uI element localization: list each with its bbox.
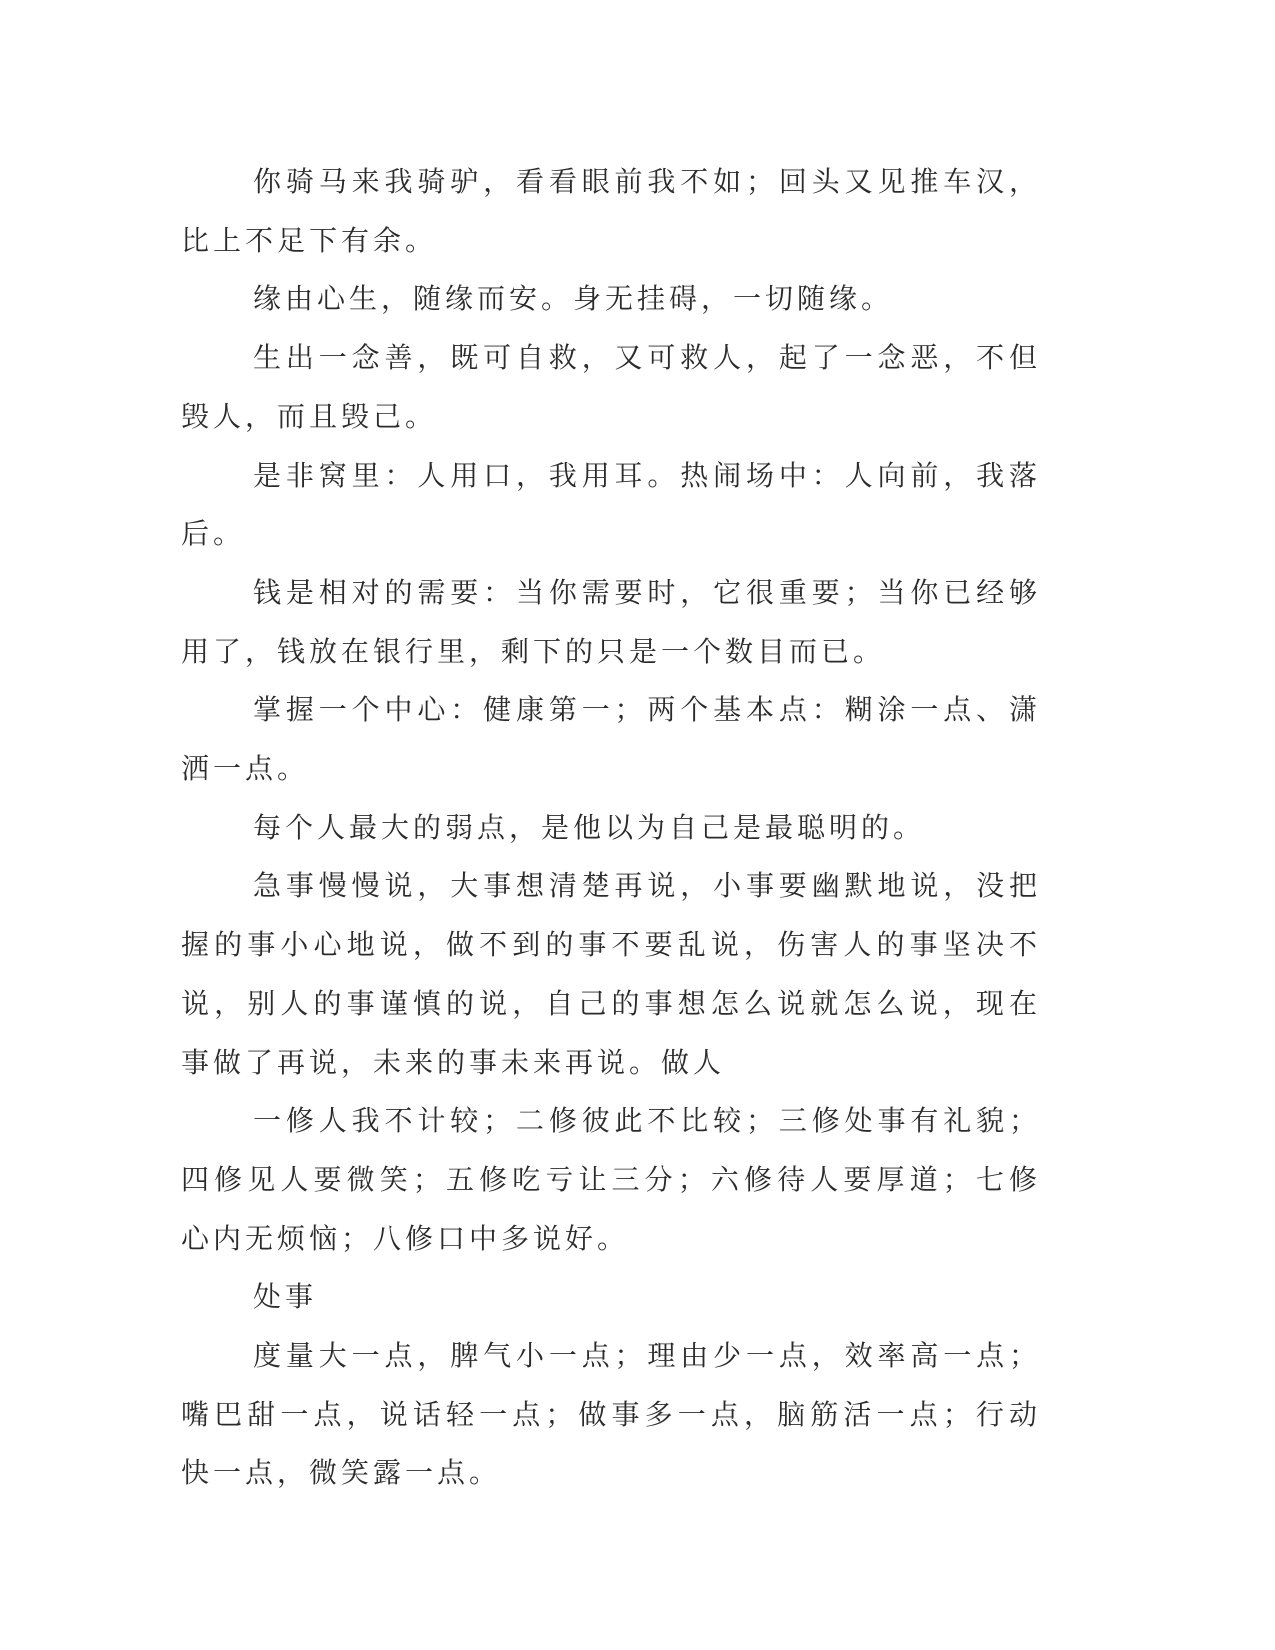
paragraph-9: 一修人我不计较；二修彼此不比较；三修处事有礼貌；四修见人要微笑；五修吃亏让三分；六修待人要厚道；七修心内无烦恼；八修口中多说好。: [181, 1104, 1041, 1255]
paragraph-11: 度量大一点，脾气小一点；理由少一点，效率高一点；嘴巴甜一点，说话轻一点；做事多一点，脑筋活一点；行动快一点，微笑露一点。: [181, 1339, 1041, 1490]
paragraph-7: 每个人最大的弱点，是他以为自己是最聪明的。: [253, 810, 926, 844]
paragraph-5: 钱是相对的需要：当你需要时，它很重要；当你已经够用了，钱放在银行里，剩下的只是一个数目而已。: [181, 575, 1041, 668]
document-body: [181, 153, 1041, 1503]
paragraph-1: 你骑马来我骑驴，看看眼前我不如；回头又见推车汉，比上不足下有余。: [181, 165, 1041, 257]
paragraph-8: 急事慢慢说，大事想清楚再说，小事要幽默地说，没把握的事小心地说，做不到的事不要乱说，伤害人的事坚决不说，别人的事谨慎的说，自己的事想怎么说就怎么说，现在事做了再说，未来的事未来再说。做人: [181, 869, 1041, 1079]
paragraph-3: 生出一念善，既可自救，又可救人，起了一念恶，不但毁人，而且毁己。: [181, 341, 1041, 433]
section-heading-chushi: 处事: [253, 1280, 318, 1314]
paragraph-4: 是非窝里：人用口，我用耳。热闹场中：人向前，我落后。: [181, 458, 1041, 551]
paragraph-6: 掌握一个中心：健康第一；两个基本点：糊涂一点、潇洒一点。: [181, 693, 1041, 786]
paragraph-2: 缘由心生，随缘而安。身无挂碍，一切随缘。: [253, 282, 894, 316]
